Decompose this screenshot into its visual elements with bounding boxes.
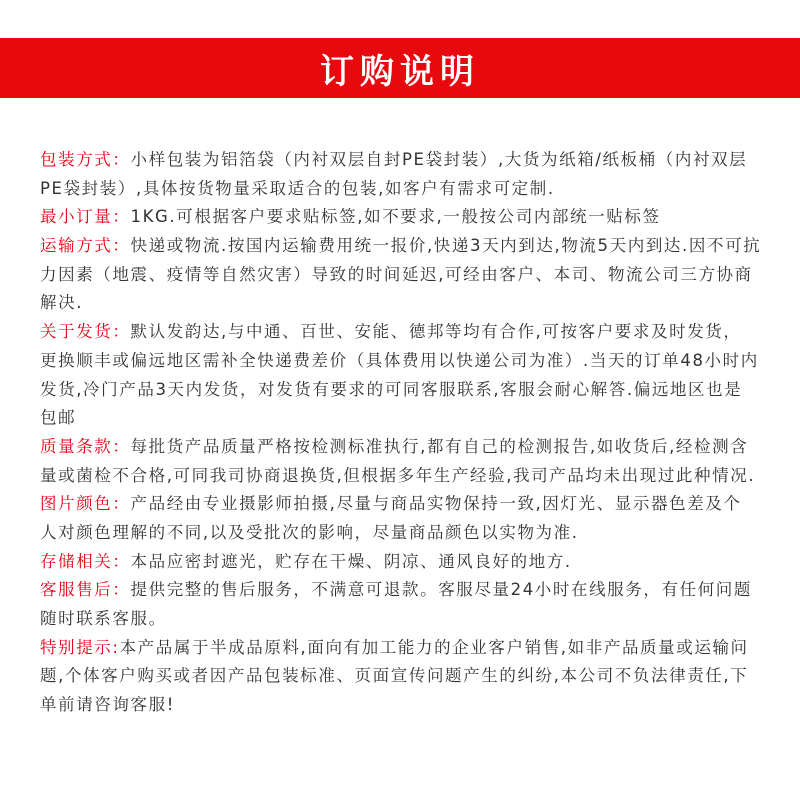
section-text: 提供完整的售后服务，不满意可退款。客服尽量24小时在线服务，有任何问题: [130, 580, 752, 600]
section-text: 更换顺丰或偏远地区需补全快递费差价（具体费用以快递公司为准）.当天的订单48小时内: [40, 350, 759, 370]
section-text: 本品应密封遮光，贮存在干燥、阴凉、通风良好的地方.: [130, 551, 572, 571]
section-label: 包装方式：: [40, 150, 131, 169]
section-line: [40, 605, 780, 634]
order-instructions: [40, 146, 780, 720]
section-line: [40, 519, 780, 548]
section-text: 力因素（地震、疫情等自然灾害）导致的时间延迟,可经由客户、本司、物流公司三方协商: [40, 264, 753, 284]
section-text: 人对颜色理解的不同,以及受批次的影响，尽量商品颜色以实物为准.: [40, 522, 579, 542]
section-text: 包邮: [40, 408, 77, 428]
section-text: 默认发韵达,与中通、百世、安能、德邦等均有合作,可按客户要求及时发货，: [130, 322, 742, 342]
section-text: 小样包装为铝箔袋（内衬双层自封PE袋封装）,大货为纸箱/纸板桶（内衬双层: [130, 150, 748, 169]
section-text: 量或菌检不合格,可同我司协商退换货,但根据多年生产经验,我司产品均未出现过此种情况.: [40, 465, 756, 485]
section-text: 解决.: [40, 293, 84, 313]
section-label: 关于发货：: [40, 322, 131, 342]
section-line: [40, 404, 780, 433]
section-text: 快递或物流.按国内运输费用统一报价,快递3天内到达,物流5天内到达.因不可抗: [130, 236, 762, 256]
section-text: 1KG.可根据客户要求贴标签,如不要求,一般按公司内部统一贴标签: [130, 207, 661, 227]
section-text: PE袋封装）,具体按货物量采取适合的包装,如客户有需求可定制.: [40, 178, 555, 198]
section-label: 最小订量：: [40, 207, 131, 227]
section-line: [40, 490, 780, 519]
section-line: [40, 175, 780, 204]
section-line: [40, 146, 780, 175]
section-text: 单前请咨询客服!: [40, 695, 175, 715]
section-line: [40, 462, 780, 491]
section-line: [40, 662, 780, 691]
section-label: 质量条款：: [40, 436, 131, 456]
section-line: [40, 289, 780, 318]
section-label: 存储相关：: [40, 551, 131, 571]
section-line: [40, 376, 780, 405]
section-label: 运输方式：: [40, 236, 131, 256]
section-label: 特别提示:: [40, 637, 120, 657]
section-line: [40, 232, 780, 261]
section-text: 产品经由专业摄影师拍摄,尽量与商品实物保持一致,因灯光、显示器色差及个: [130, 494, 742, 514]
section-line: [40, 691, 780, 720]
section-label: 图片颜色：: [40, 494, 131, 514]
section-line: [40, 347, 780, 376]
section-text: 本产品属于半成品原料,面向有加工能力的企业客户销售,如非产品质量或运输问: [119, 637, 749, 657]
section-line: [40, 548, 780, 577]
section-text: 题,个体客户购买或者因产品包装标准、页面宣传问题产生的纠纷,本公司不负法律责任,下: [40, 666, 749, 686]
section-line: [40, 203, 780, 232]
section-line: [40, 634, 780, 663]
section-text: 发货,冷门产品3天内发货，对发货有要求的可同客服联系,客服会耐心解答.偏远地区也是: [40, 379, 743, 399]
section-line: [40, 433, 780, 462]
title-banner: [0, 38, 800, 98]
section-line: [40, 318, 780, 347]
page-title: 订购说明: [320, 51, 480, 92]
section-line: [40, 576, 780, 605]
section-text: 每批货产品质量严格按检测标准执行,都有自己的检测报告,如收货后,经检测含: [130, 436, 749, 456]
section-label: 客服售后：: [40, 580, 131, 600]
section-text: 随时联系客服。: [40, 609, 167, 628]
section-line: [40, 261, 780, 290]
